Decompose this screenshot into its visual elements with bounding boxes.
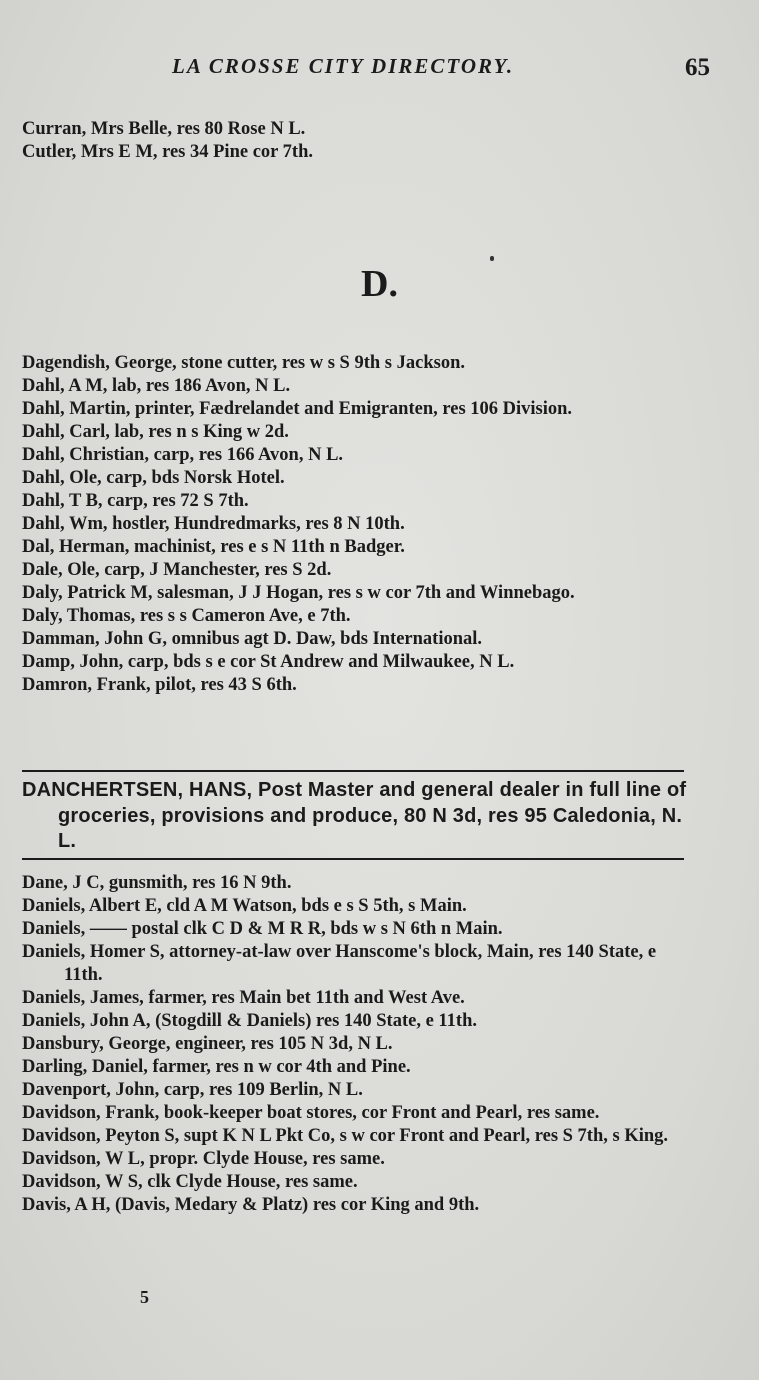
page-number: 65 xyxy=(685,54,710,81)
directory-entry: Daniels, James, farmer, res Main bet 11th and West Ave. xyxy=(22,988,465,1008)
directory-entry: Dahl, T B, carp, res 72 S 7th. xyxy=(22,491,249,511)
directory-entry: Dal, Herman, machinist, res e s N 11th n Badger. xyxy=(22,537,405,557)
directory-entry: Daly, Thomas, res s s Cameron Ave, e 7th. xyxy=(22,606,351,626)
section-letter: D. xyxy=(361,263,398,305)
directory-entry: Dagendish, George, stone cutter, res w s S 9th s Jackson. xyxy=(22,353,465,373)
directory-entry: Davidson, Peyton S, supt K N L Pkt Co, s w cor Front and Pearl, res S 7th, s King. xyxy=(22,1126,669,1146)
directory-entry: Daniels, Albert E, cld A M Watson, bds e s S 5th, s Main. xyxy=(22,896,467,916)
advert-top-rule xyxy=(22,770,684,772)
directory-entry: Daniels, —— postal clk C D & M R R, bds w s N 6th n Main. xyxy=(22,919,503,939)
directory-entry: Davidson, W S, clk Clyde House, res same. xyxy=(22,1172,358,1192)
directory-entry: Cutler, Mrs E M, res 34 Pine cor 7th. xyxy=(22,142,313,162)
running-title: LA CROSSE CITY DIRECTORY. xyxy=(172,54,515,78)
running-head xyxy=(160,52,710,88)
directory-entry: Damp, John, carp, bds s e cor St Andrew and Milwaukee, N L. xyxy=(22,652,515,672)
directory-entry: Davenport, John, carp, res 109 Berlin, N L. xyxy=(22,1080,363,1100)
directory-entry: Dahl, Ole, carp, bds Norsk Hotel. xyxy=(22,468,285,488)
directory-entry: Dansbury, George, engineer, res 105 N 3d, N L. xyxy=(22,1034,393,1054)
directory-entry: Daniels, Homer S, attorney-at-law over Hanscome's block, Main, res 140 State, e 11th. xyxy=(22,942,657,985)
directory-entry: Dahl, Carl, lab, res n s King w 2d. xyxy=(22,422,289,442)
entries-group-a xyxy=(22,118,687,164)
advert-bottom-rule xyxy=(22,858,684,860)
directory-entry: Damman, John G, omnibus agt D. Daw, bds International. xyxy=(22,629,483,649)
entries-group-c xyxy=(22,872,687,1217)
directory-entry: Daly, Patrick M, salesman, J J Hogan, res s w cor 7th and Winnebago. xyxy=(22,583,575,603)
directory-entry: Davidson, W L, propr. Clyde House, res same. xyxy=(22,1149,385,1169)
directory-entry: Davis, A H, (Davis, Medary & Platz) res cor King and 9th. xyxy=(22,1195,480,1215)
directory-entry: Dale, Ole, carp, J Manchester, res S 2d. xyxy=(22,560,332,580)
directory-entry: Davidson, Frank, book-keeper boat stores, cor Front and Pearl, res same. xyxy=(22,1103,600,1123)
directory-entry: Dane, J C, gunsmith, res 16 N 9th. xyxy=(22,873,292,893)
directory-entry: Dahl, A M, lab, res 186 Avon, N L. xyxy=(22,376,291,396)
directory-entry: Dahl, Martin, printer, Fædrelandet and Emigranten, res 106 Division. xyxy=(22,399,573,419)
directory-entry: Daniels, John A, (Stogdill & Daniels) res 140 State, e 11th. xyxy=(22,1011,477,1031)
signature-mark: 5 xyxy=(140,1287,149,1307)
directory-entry: Darling, Daniel, farmer, res n w cor 4th and Pine. xyxy=(22,1057,411,1077)
directory-entry: Curran, Mrs Belle, res 80 Rose N L. xyxy=(22,119,306,139)
print-speck xyxy=(490,256,494,261)
directory-entry: Damron, Frank, pilot, res 43 S 6th. xyxy=(22,675,297,695)
entries-group-b xyxy=(22,352,687,697)
directory-entry: Dahl, Wm, hostler, Hundredmarks, res 8 N 10th. xyxy=(22,514,405,534)
directory-entry: Dahl, Christian, carp, res 166 Avon, N L. xyxy=(22,445,344,465)
advert-entry: DANCHERTSEN, HANS, Post Master and general dealer in full line of groceries, provisions and produce, 80 N 3d, res 95 Caledonia, N. L. xyxy=(22,779,687,852)
